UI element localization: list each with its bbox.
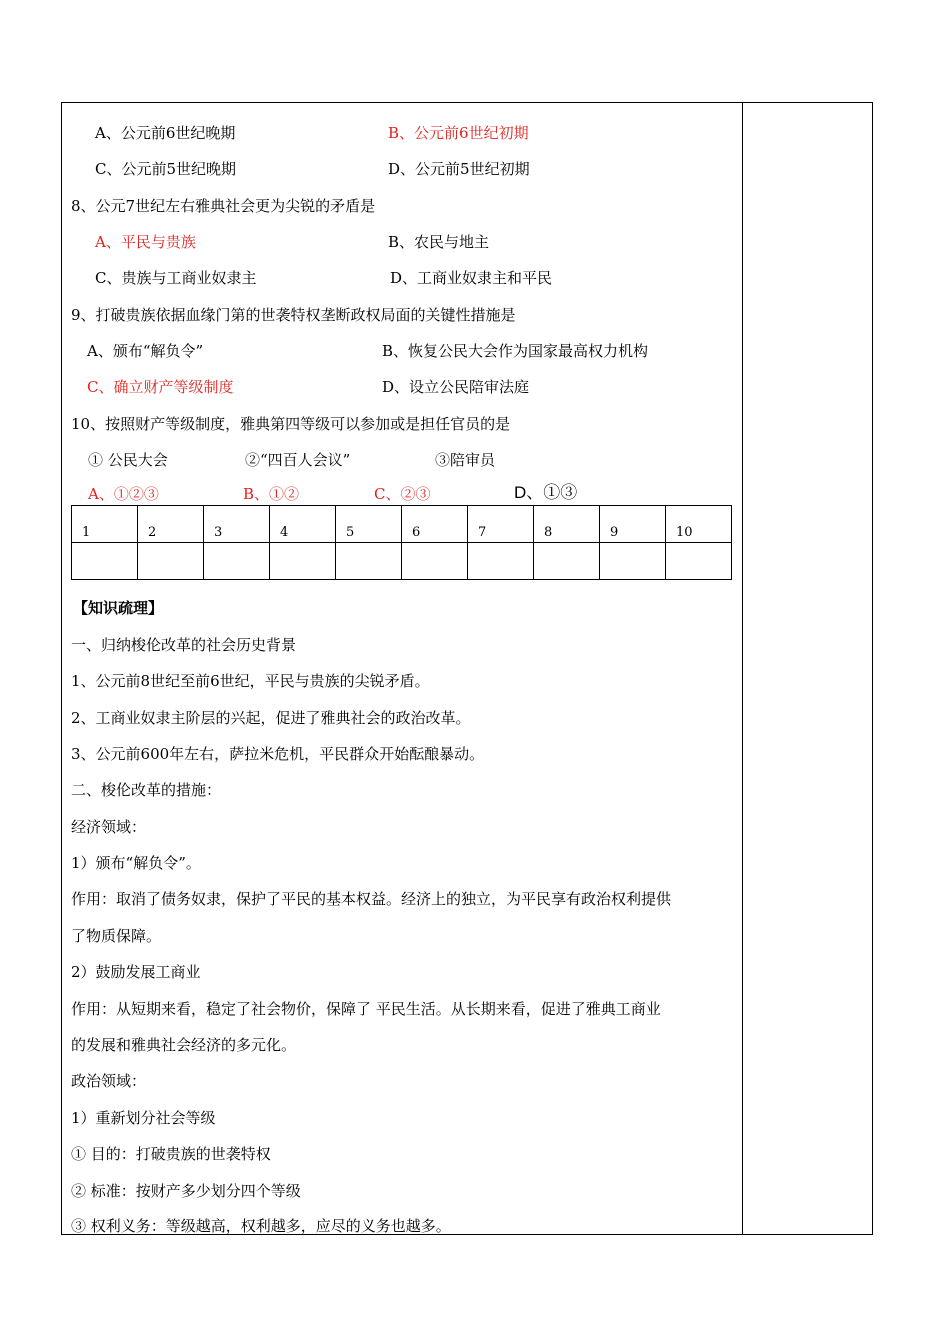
answer-table-header-row [72, 506, 732, 543]
answer-table-blank-row [72, 543, 732, 580]
knowledge-line: ② 标准：按财产多少划分四个等级 [71, 1182, 301, 1200]
q8-option-c: C、贵族与工商业奴隶主 [95, 269, 257, 287]
answer-col-label: 1 [82, 525, 91, 540]
answer-cell-4[interactable] [270, 543, 336, 580]
knowledge-line: 政治领域： [71, 1072, 147, 1090]
q10-option-d: D、①③ [514, 483, 578, 502]
q7-option-a: A、公元前6世纪晚期 [95, 124, 236, 142]
answer-cell-6[interactable] [402, 543, 468, 580]
answer-cell-3[interactable] [204, 543, 270, 580]
knowledge-line: 1）颁布“解负令”。 [71, 854, 201, 872]
knowledge-line: 作用：从短期来看，稳定了社会物价，保障了 平民生活。从长期来看，促进了雅典工商业 [71, 1000, 661, 1018]
answer-col-label: 3 [214, 525, 223, 540]
answer-col-7 [468, 506, 534, 543]
knowledge-line: 1、公元前8世纪至前6世纪，平民与贵族的尖锐矛盾。 [71, 672, 430, 690]
answer-col-label: 9 [610, 525, 619, 540]
knowledge-line: 作用：取消了债务奴隶，保护了平民的基本权益。经济上的独立，为平民享有政治权利提供 [71, 890, 672, 908]
q10-option-b: B、①② [243, 485, 300, 503]
answer-col-label: 6 [412, 525, 421, 540]
q9-option-d: D、设立公民陪审法庭 [382, 378, 530, 396]
answer-cell-1[interactable] [72, 543, 138, 580]
q7-option-c: C、公元前5世纪晚期 [95, 160, 237, 178]
column-divider [742, 102, 743, 1235]
q10-item-2: ②“四百人会议” [245, 451, 351, 469]
knowledge-line: 一、归纳梭伦改革的社会历史背景 [71, 636, 297, 654]
knowledge-line: 1）重新划分社会等级 [71, 1109, 216, 1127]
answer-col-label: 2 [148, 525, 157, 540]
q10-stem: 10、按照财产等级制度，雅典第四等级可以参加或是担任官员的是 [71, 415, 511, 433]
answer-col-label: 10 [676, 525, 693, 540]
q9-stem: 9、打破贵族依据血缘门第的世袭特权垄断政权局面的关键性措施是 [71, 306, 516, 324]
answer-table [71, 505, 732, 580]
knowledge-line: 的发展和雅典社会经济的多元化。 [71, 1036, 297, 1054]
q9-option-a: A、颁布“解负令” [87, 342, 204, 360]
answer-cell-10[interactable] [666, 543, 732, 580]
answer-cell-5[interactable] [336, 543, 402, 580]
q10-item-1: ① 公民大会 [88, 451, 168, 469]
answer-col-3 [204, 506, 270, 543]
answer-col-2 [138, 506, 204, 543]
answer-cell-7[interactable] [468, 543, 534, 580]
knowledge-line: 了物质保障。 [71, 927, 162, 945]
answer-col-6 [402, 506, 468, 543]
q10-option-c: C、②③ [374, 485, 431, 503]
knowledge-line: ③ 权利义务：等级越高，权利越多，应尽的义务也越多。 [71, 1217, 451, 1235]
answer-col-8 [534, 506, 600, 543]
answer-cell-8[interactable] [534, 543, 600, 580]
answer-col-label: 4 [280, 525, 289, 540]
knowledge-line: 二、梭伦改革的措施： [71, 781, 222, 799]
knowledge-line: 经济领域： [71, 818, 147, 836]
answer-cell-9[interactable] [600, 543, 666, 580]
q8-option-a-answer: A、平民与贵族 [95, 233, 196, 251]
knowledge-heading: 【知识疏理】 [73, 599, 164, 617]
knowledge-line: 2、工商业奴隶主阶层的兴起，促进了雅典社会的政治改革。 [71, 709, 471, 727]
q10-option-a-answer: A、①②③ [88, 485, 159, 503]
answer-col-label: 5 [346, 525, 355, 540]
answer-col-4 [270, 506, 336, 543]
q8-option-d: D、工商业奴隶主和平民 [390, 269, 553, 287]
q9-option-b: B、恢复公民大会作为国家最高权力机构 [382, 342, 649, 360]
answer-col-10 [666, 506, 732, 543]
q9-option-c-answer: C、确立财产等级制度 [87, 378, 234, 396]
q10-item-3: ③陪审员 [435, 451, 496, 469]
q7-option-d: D、公元前5世纪初期 [388, 160, 530, 178]
answer-col-label: 8 [544, 525, 553, 540]
knowledge-line: 3、公元前600年左右，萨拉米危机，平民群众开始酝酿暴动。 [71, 745, 485, 763]
knowledge-line: ① 目的：打破贵族的世袭特权 [71, 1145, 271, 1163]
answer-col-1 [72, 506, 138, 543]
q8-option-b: B、农民与地主 [388, 233, 490, 251]
answer-col-5 [336, 506, 402, 543]
answer-cell-2[interactable] [138, 543, 204, 580]
knowledge-line: 2）鼓励发展工商业 [71, 963, 201, 981]
answer-col-label: 7 [478, 525, 487, 540]
q8-stem: 8、公元7世纪左右雅典社会更为尖锐的矛盾是 [71, 197, 376, 215]
q7-option-b-answer: B、公元前6世纪初期 [388, 124, 529, 142]
answer-col-9 [600, 506, 666, 543]
